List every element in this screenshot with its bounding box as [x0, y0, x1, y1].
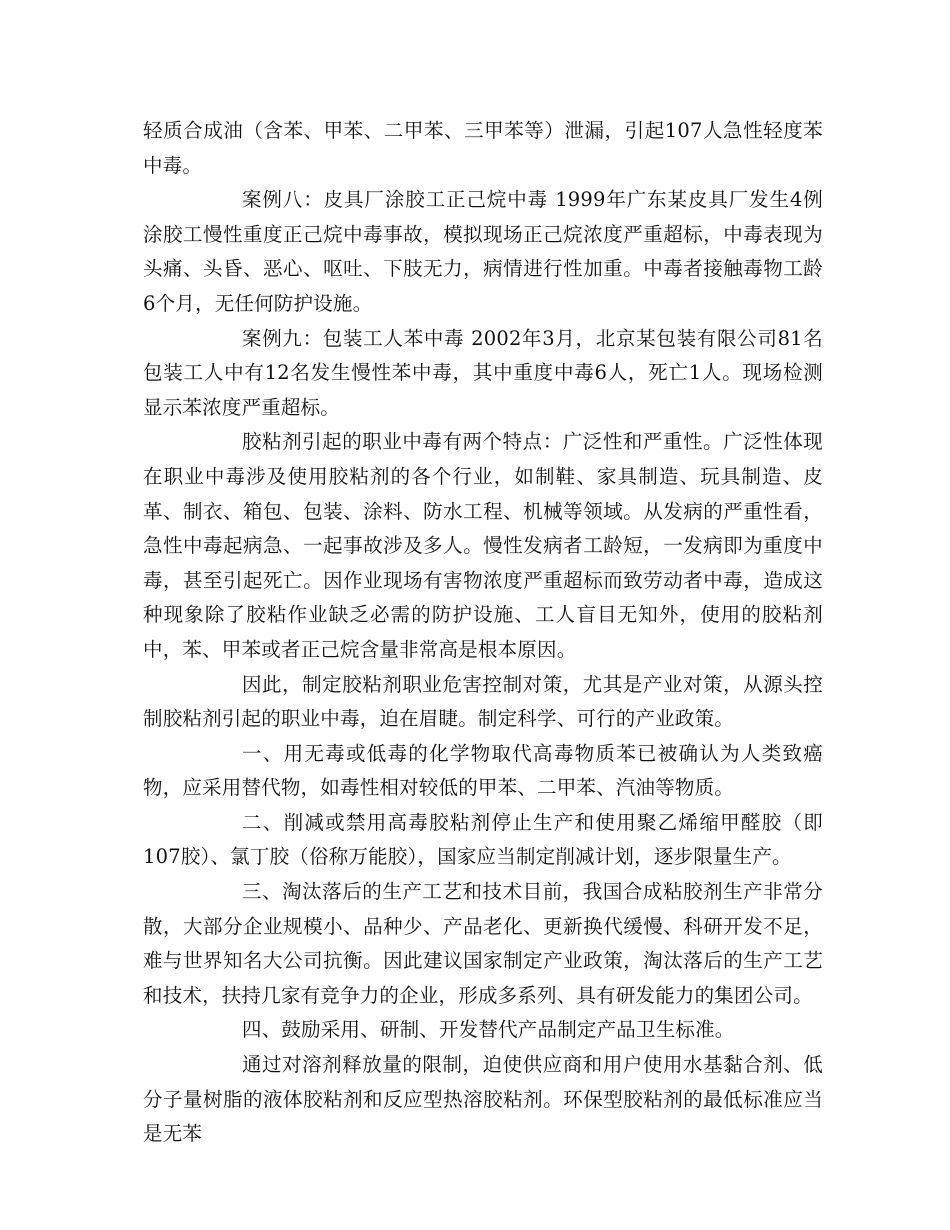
paragraph-case-8: 案例八：皮具厂涂胶工正己烷中毒 1999年广东某皮具厂发生4例涂胶工慢性重度正己烷中毒事故，模拟现场正己烷浓度严重超标，中毒表现为头痛、头昏、恶心、呕吐、下肢无力，病情进行性加重。中毒者接触毒物工龄6个月，无任何防护设施。: [143, 188, 823, 315]
paragraph-point-3: 三、淘汰落后的生产工艺和技术目前，我国合成粘胶剂生产非常分散，大部分企业规模小、品种少、产品老化、更新换代缓慢、科研开发不足，难与世界知名大公司抗衡。因此建议国家制定产业政策，淘汰落后的生产工艺和技术，扶持几家有竞争力的企业，形成多系列、具有研发能力的集团公司。: [143, 880, 823, 1007]
paragraph-point-4: 四、鼓励采用、研制、开发替代产品制定产品卫生标准。: [242, 1018, 735, 1042]
paragraph-characteristics: 胶粘剂引起的职业中毒有两个特点：广泛性和严重性。广泛性体现在职业中毒涉及使用胶粘剂的各个行业，如制鞋、家具制造、玩具制造、皮革、制衣、箱包、包装、涂料、防水工程、机械等领域。从发病的严重性看，急性中毒起病急、一起事故涉及多人。慢性发病者工龄短，一发病即为重度中毒，甚至引起死亡。因作业现场有害物浓度严重超标而致劳动者中毒，造成这种现象除了胶粘作业缺乏必需的防护设施、工人盲目无知外，使用的胶粘剂中，苯、甲苯或者正己烷含量非常高是根本原因。: [143, 430, 823, 661]
paragraph-solvent-limit: 通过对溶剂释放量的限制，迫使供应商和用户使用水基黏合剂、低分子量树脂的液体胶粘剂和反应型热溶胶粘剂。环保型胶粘剂的最低标准应当是无苯: [143, 1053, 823, 1146]
paragraph-point-2: 二、削减或禁用高毒胶粘剂停止生产和使用聚乙烯缩甲醛胶（即107胶）、氯丁胶（俗称万能胶），国家应当制定削减计划，逐步限量生产。: [143, 810, 823, 869]
paragraph-1: 轻质合成油（含苯、甲苯、二甲苯、三甲苯等）泄漏，引起107人急性轻度苯中毒。: [143, 119, 823, 177]
document-body: [143, 114, 823, 1152]
paragraph-countermeasures: 因此，制定胶粘剂职业危害控制对策，尤其是产业对策，从源头控制胶粘剂引起的职业中毒，迫在眉睫。制定科学、可行的产业政策。: [143, 672, 823, 731]
paragraph-case-9: 案例九：包装工人苯中毒 2002年3月，北京某包装有限公司81名包装工人中有12名发生慢性苯中毒，其中重度中毒6人，死亡1人。现场检测显示苯浓度严重超标。: [143, 326, 823, 419]
paragraph-point-1: 一、用无毒或低毒的化学物取代高毒物质苯已被确认为人类致癌物，应采用替代物，如毒性相对较低的甲苯、二甲苯、汽油等物质。: [143, 741, 823, 800]
